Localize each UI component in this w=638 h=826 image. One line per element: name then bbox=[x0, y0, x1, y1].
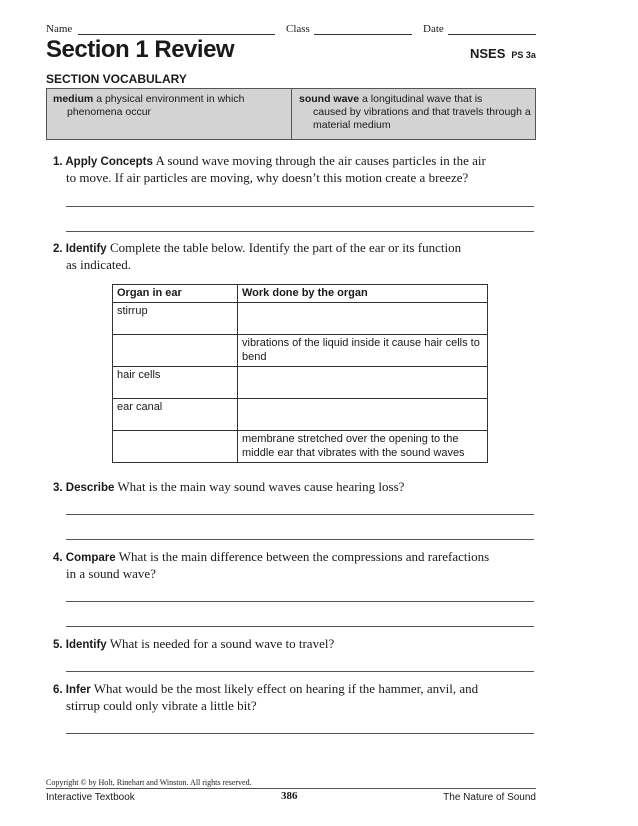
table-row bbox=[113, 303, 488, 335]
question-number: 1. bbox=[53, 156, 63, 168]
organ-cell[interactable] bbox=[113, 335, 238, 367]
organ-cell[interactable]: ear canal bbox=[113, 399, 238, 431]
table-header-row bbox=[113, 285, 488, 303]
function-cell[interactable] bbox=[238, 399, 488, 431]
class-field[interactable] bbox=[314, 34, 412, 35]
question-label bbox=[53, 684, 91, 696]
vocabulary-box bbox=[46, 88, 536, 140]
table-row bbox=[113, 399, 488, 431]
answer-line[interactable] bbox=[66, 671, 534, 672]
question-text: Complete the table below. Identify the part of the ear or its function bbox=[109, 240, 462, 255]
answer-line[interactable] bbox=[66, 231, 534, 232]
answer-line[interactable] bbox=[66, 626, 534, 627]
organ-cell[interactable]: stirrup bbox=[113, 303, 238, 335]
function-cell[interactable]: vibrations of the liquid inside it cause hair cells to bend bbox=[238, 335, 488, 367]
column-header-organ: Organ in ear bbox=[113, 285, 238, 303]
question-text: What is needed for a sound wave to travel? bbox=[109, 636, 335, 651]
question-4 bbox=[53, 549, 533, 582]
question-3 bbox=[53, 479, 533, 496]
standards-label: NSES bbox=[470, 46, 506, 61]
question-number: 3. bbox=[53, 482, 63, 494]
question-skill: Compare bbox=[65, 552, 116, 564]
name-field[interactable] bbox=[78, 34, 275, 35]
organ-cell[interactable] bbox=[113, 431, 238, 463]
vocab-divider bbox=[291, 89, 292, 139]
answer-line[interactable] bbox=[66, 601, 534, 602]
vocab-definition: a physical environment in which bbox=[96, 93, 245, 105]
vocab-term: sound wave bbox=[299, 93, 360, 105]
organ-cell[interactable]: hair cells bbox=[113, 367, 238, 399]
column-header-work: Work done by the organ bbox=[238, 285, 488, 303]
question-label bbox=[53, 552, 116, 564]
question-text: What is the main difference between the compressions and rarefactions bbox=[118, 549, 490, 564]
question-text-cont: in a sound wave? bbox=[66, 566, 156, 581]
question-skill: Identify bbox=[65, 639, 107, 651]
question-number: 5. bbox=[53, 639, 63, 651]
function-cell[interactable] bbox=[238, 367, 488, 399]
question-6 bbox=[53, 681, 533, 714]
table-row bbox=[113, 367, 488, 399]
question-text: What is the main way sound waves cause hearing loss? bbox=[117, 479, 405, 494]
answer-line[interactable] bbox=[66, 206, 534, 207]
function-cell[interactable]: membrane stretched over the opening to the middle ear that vibrates with the sound waves bbox=[238, 431, 488, 463]
question-label bbox=[53, 156, 153, 168]
vocab-definition-cont: phenomena occur bbox=[67, 106, 152, 118]
footer-divider bbox=[46, 788, 536, 789]
name-label: Name bbox=[46, 23, 73, 35]
page-title: Section 1 Review bbox=[46, 36, 235, 63]
question-text-cont: to move. If air particles are moving, why doesn’t this motion create a breeze? bbox=[66, 170, 469, 185]
question-5 bbox=[53, 636, 533, 653]
question-skill: Identify bbox=[65, 243, 107, 255]
answer-line[interactable] bbox=[66, 733, 534, 734]
standards-code: PS 3a bbox=[511, 50, 536, 60]
question-number: 4. bbox=[53, 552, 63, 564]
question-number: 6. bbox=[53, 684, 63, 696]
page-number: 386 bbox=[281, 790, 298, 802]
table-row bbox=[113, 335, 488, 367]
vocab-definition-cont: caused by vibrations and that travels through a material medium bbox=[313, 106, 531, 131]
standards-badge bbox=[470, 46, 536, 61]
class-label: Class bbox=[286, 23, 310, 35]
ear-parts-table bbox=[112, 284, 488, 463]
footer-book-title: Interactive Textbook bbox=[46, 792, 135, 803]
answer-line[interactable] bbox=[66, 539, 534, 540]
vocab-entry-medium bbox=[53, 93, 285, 119]
question-skill: Apply Concepts bbox=[65, 156, 153, 168]
answer-line[interactable] bbox=[66, 514, 534, 515]
question-number: 2. bbox=[53, 243, 63, 255]
vocab-entry-sound-wave bbox=[299, 93, 531, 132]
question-skill: Describe bbox=[65, 482, 115, 494]
question-1 bbox=[53, 153, 533, 186]
copyright-notice: Copyright © by Holt, Rinehart and Winston. All rights reserved. bbox=[46, 778, 252, 787]
footer-chapter-title: The Nature of Sound bbox=[443, 792, 536, 803]
question-text-cont: stirrup could only vibrate a little bit? bbox=[66, 698, 257, 713]
question-text: A sound wave moving through the air causes particles in the air bbox=[155, 153, 486, 168]
question-label bbox=[53, 482, 114, 494]
question-label bbox=[53, 243, 107, 255]
question-label bbox=[53, 639, 107, 651]
question-2 bbox=[53, 240, 533, 273]
date-label: Date bbox=[423, 23, 444, 35]
date-field[interactable] bbox=[448, 34, 536, 35]
question-skill: Infer bbox=[65, 684, 91, 696]
function-cell[interactable] bbox=[238, 303, 488, 335]
vocab-term: medium bbox=[53, 93, 94, 105]
table-row bbox=[113, 431, 488, 463]
vocabulary-heading: SECTION VOCABULARY bbox=[46, 72, 187, 86]
question-text: What would be the most likely effect on hearing if the hammer, anvil, and bbox=[93, 681, 479, 696]
vocab-definition: a longitudinal wave that is bbox=[362, 93, 483, 105]
question-text-cont: as indicated. bbox=[66, 257, 131, 272]
